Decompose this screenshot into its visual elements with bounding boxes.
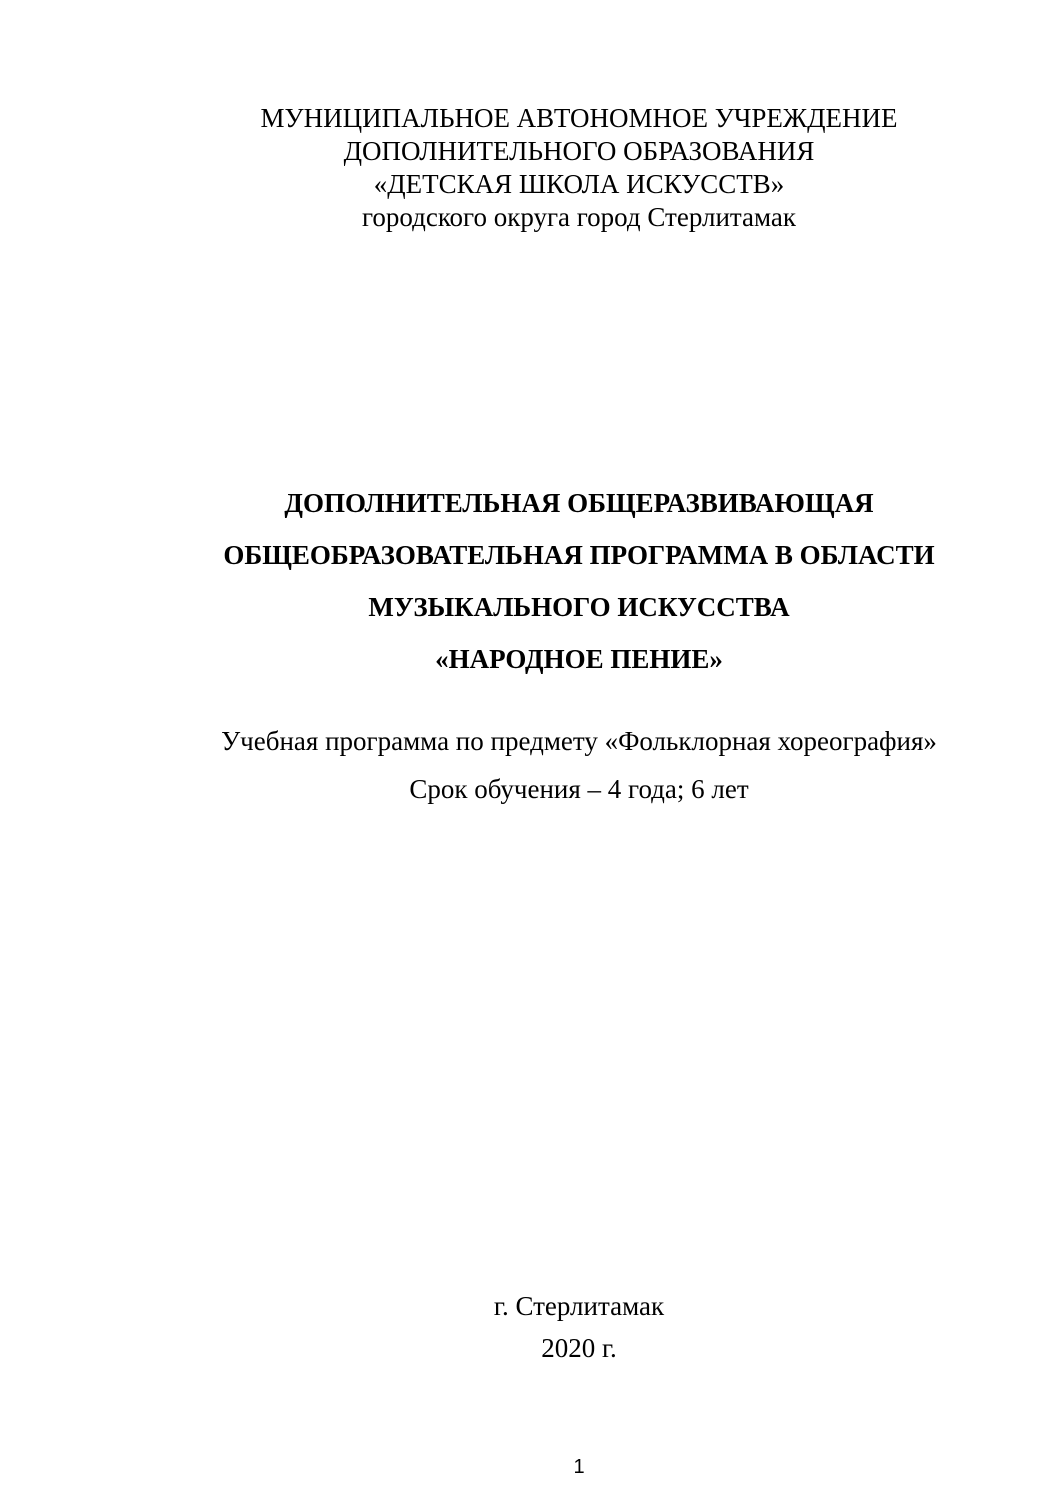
subject-info [100,717,1058,813]
subject-duration: Срок обучения – 4 года; 6 лет [409,774,749,804]
institution-line-1: МУНИЦИПАЛЬНОЕ АВТОНОМНОЕ УЧРЕЖДЕНИЕ [260,103,898,133]
institution-line-2: ДОПОЛНИТЕЛЬНОГО ОБРАЗОВАНИЯ [343,136,815,166]
city: г. Стерлитамак [493,1291,665,1321]
program-title-line-4: «НАРОДНОЕ ПЕНИЕ» [435,644,723,674]
page-number: 1 [573,1456,585,1478]
program-title [100,477,1058,685]
program-title-line-3: МУЗЫКАЛЬНОГО ИСКУССТВА [368,592,790,622]
program-title-line-1: ДОПОЛНИТЕЛЬНАЯ ОБЩЕРАЗВИВАЮЩАЯ [284,488,874,518]
institution-line-4: городского округа город Стерлитамак [361,202,797,232]
subject-program: Учебная программа по предмету «Фольклорная хореография» [221,726,937,756]
institution-line-3: «ДЕТСКАЯ ШКОЛА ИСКУССТВ» [373,169,785,199]
program-title-line-2: ОБЩЕОБРАЗОВАТЕЛЬНАЯ ПРОГРАММА В ОБЛАСТИ [223,540,935,570]
year: 2020 г. [541,1333,617,1363]
institution-header [100,102,1058,234]
place-and-year [100,1285,1058,1369]
